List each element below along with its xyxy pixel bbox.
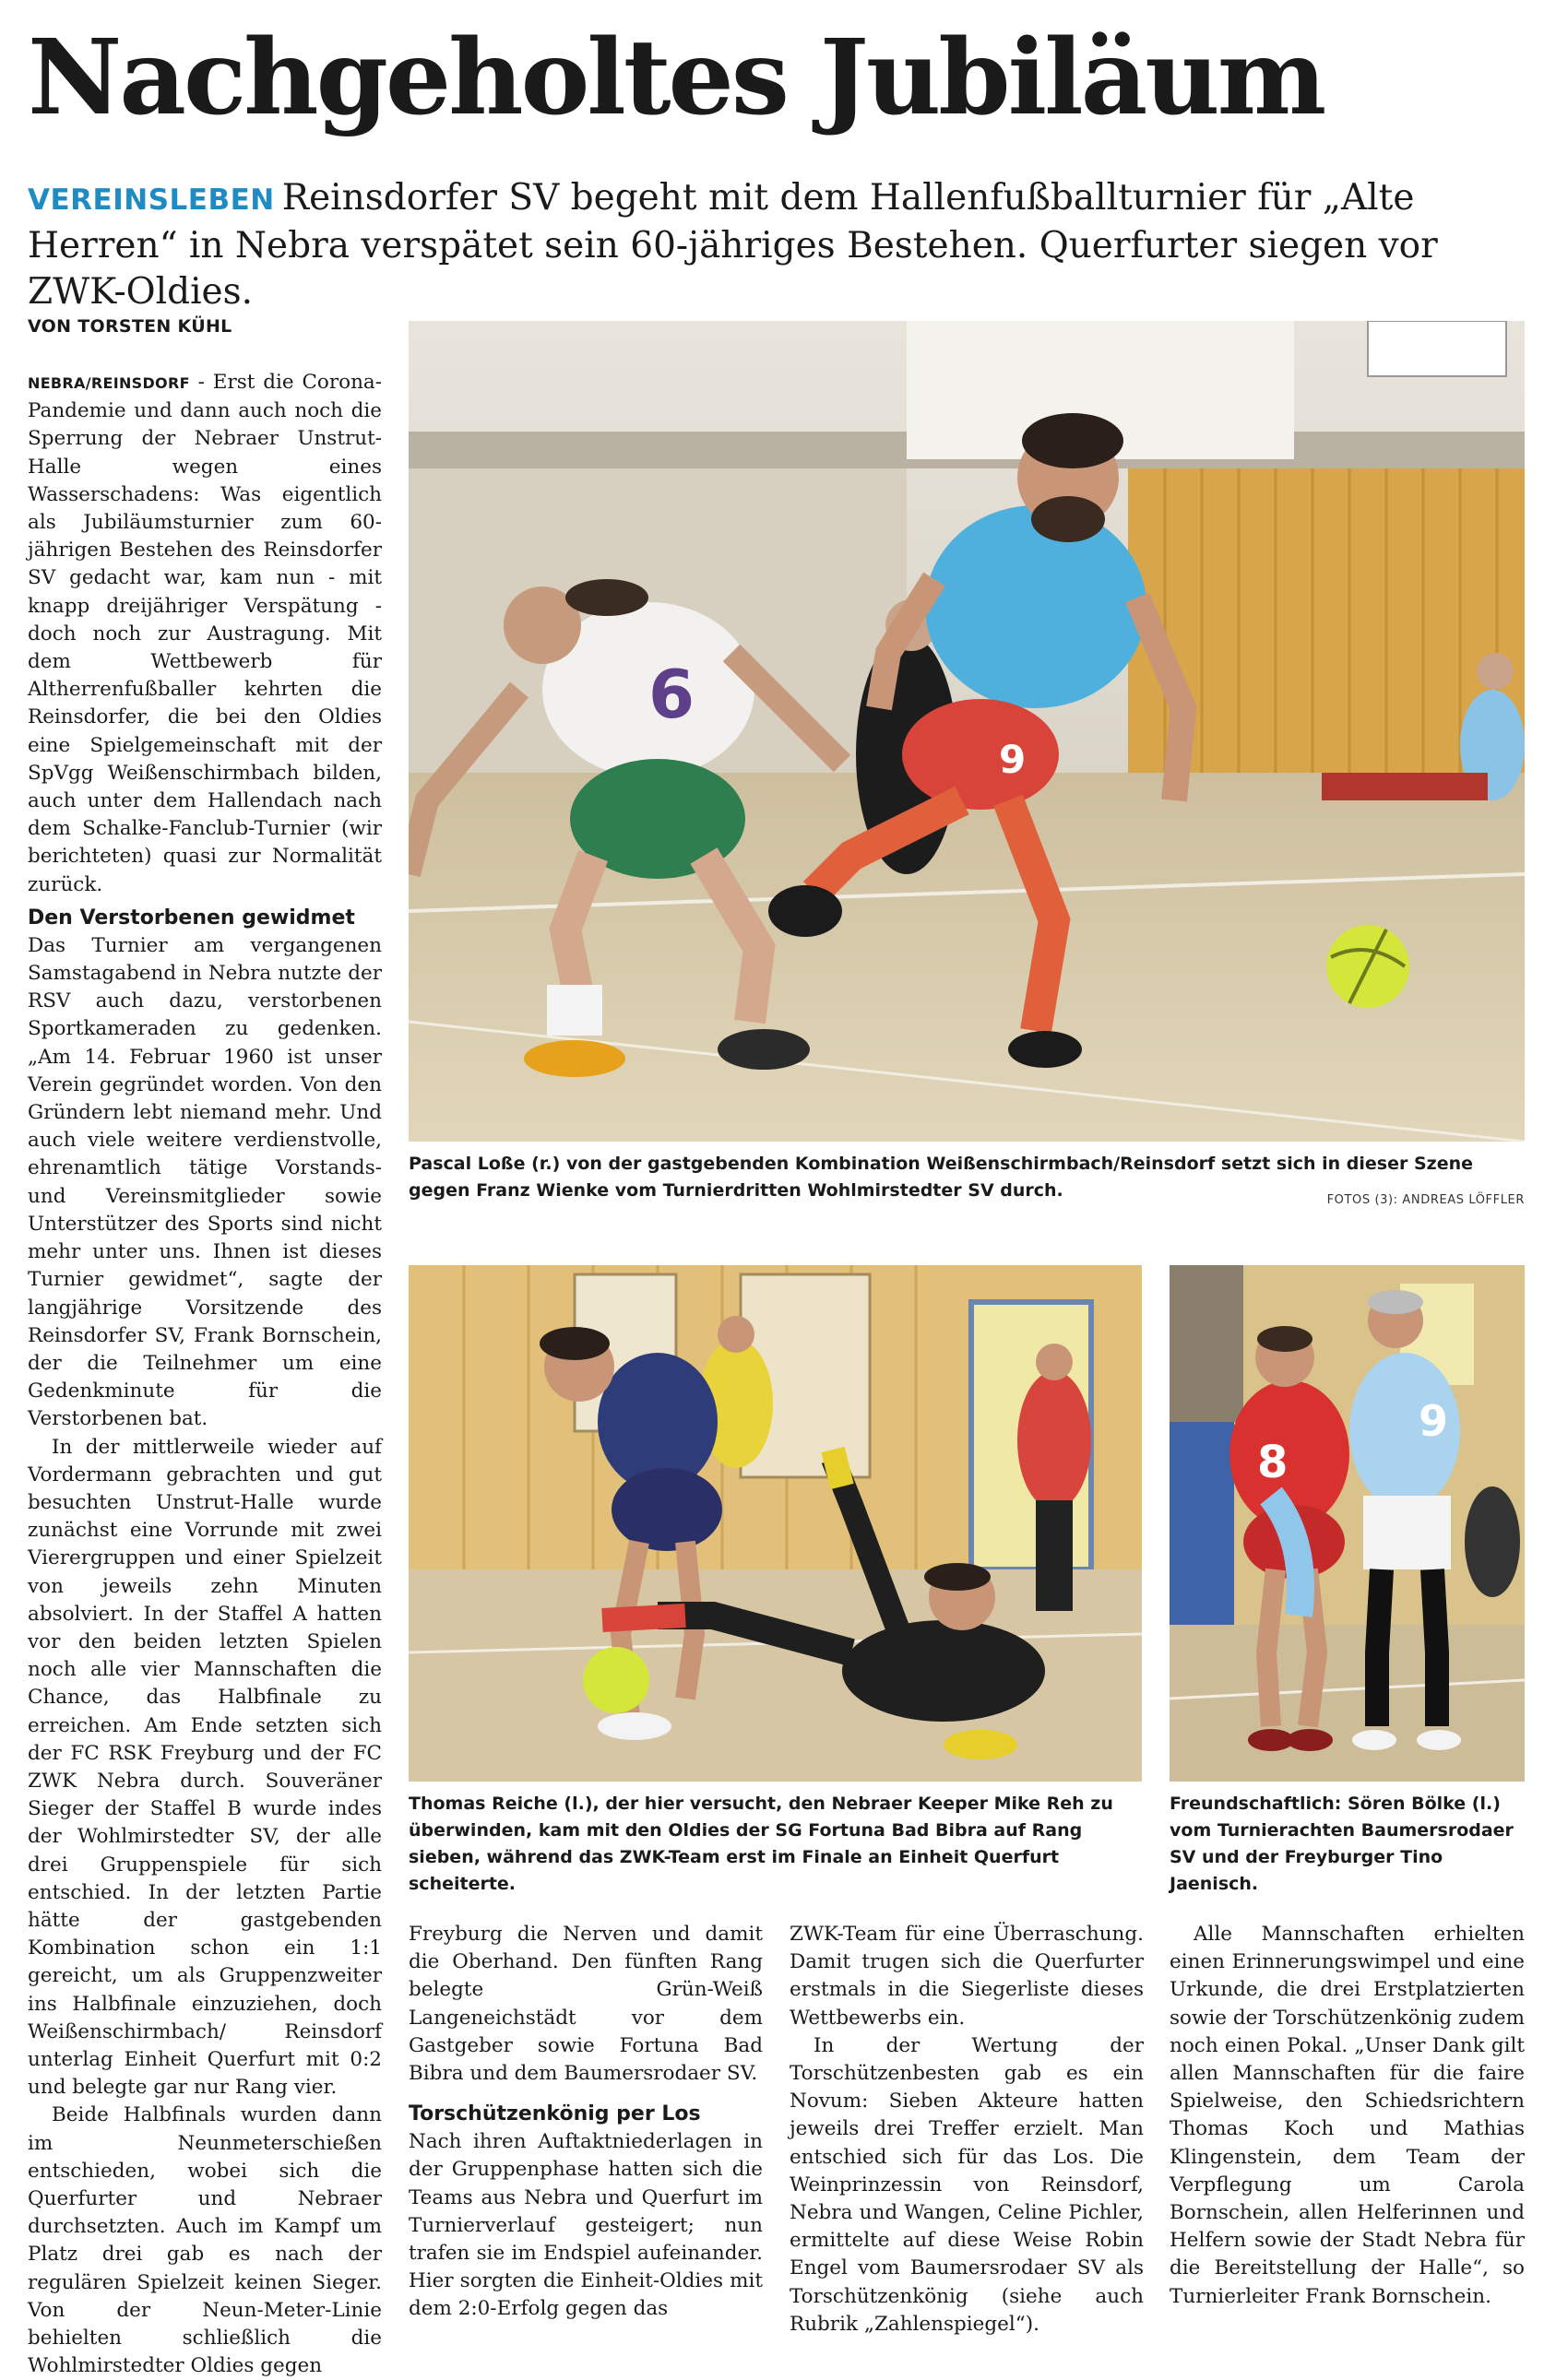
paragraph: In der Wertung der Torschützenbesten gab es ein Novum: Sieben Akteure hatten jeweils drei Treffer erzielt. Man entschied sich für das Los. Die Weinprinzessin von Reinsdorf, Nebra und Wangen, Celine Pichler, ermittelte auf diese Weise Robin Engel vom Baumersrodaer SV als Torschützenkönig (siehe auch Rubrik „Zahlenspiegel“). xyxy=(790,2033,1144,2336)
dateline: NEBRA/REINSDORF xyxy=(28,374,190,392)
article-column-4 xyxy=(1170,1921,1525,2311)
teaser xyxy=(28,175,1513,315)
jersey-number-6: 6 xyxy=(648,656,695,733)
main-photo-caption: Pascal Loße (r.) von der gastgebenden Kombination Weißenschirmbach/Reinsdorf setzt sich in dieser Szene gegen Franz Wienke vom Turnierdritten Wohlmirstedter SV durch. xyxy=(409,1154,1474,1201)
second-photo xyxy=(409,1265,1142,1782)
article-column-3 xyxy=(790,1921,1144,2339)
subheading: Den Verstorbenen gewidmet xyxy=(28,906,355,930)
photo-credit: FOTOS (3): ANDREAS LÖFFLER xyxy=(1326,1193,1525,1207)
article-column-1 xyxy=(28,369,382,2380)
paragraph: ZWK-Team für eine Überraschung. Damit trugen sich die Querfurter erstmals in die Siegerliste dieses Wettbewerbs ein. xyxy=(790,1923,1144,2030)
jersey-number-9-back: 9 xyxy=(1419,1396,1449,1446)
teaser-text: Reinsdorfer SV begeht mit dem Hallenfußballturnier für „Alte Herren“ in Nebra verspätet sein 60-jähriges Bestehen. Querfurter siegen vor ZWK-Oldies. xyxy=(28,177,1438,313)
paragraph: Beide Halbfinals wurden dann im Neunmeterschießen entschieden, wobei sich die Querfurter und Nebraer durchsetzten. Auch im Kampf um Platz drei gab es nach der regulären Spielzeit keinen Sieger. Von der Neun-Meter-Linie behielten schließlich die Wohlmirstedter Oldies gegen xyxy=(28,2103,382,2378)
photo-futsal-duel xyxy=(409,321,1525,1142)
paragraph-intro: NEBRA/REINSDORF - Erst die Corona-Pandemie und dann auch noch die Sperrung der Nebraer Unstrut-Halle wegen eines Wasserschadens: Was eigentlich als Jubiläumsturnier zum 60-jährigen Bestehen des Reinsdorfer SV gedacht war, kam nun - mit knapp dreijähriger Verspätung - doch noch zur Austragung. Mit dem Wettbewerb für Altherrenfußballer kehrten die Reinsdorfer, die bei den Oldies eine Spielgemeinschaft mit der SpVgg Weißenschirmbach bilden, auch unter dem Hallendach nach dem Schalke-Fanclub-Turnier (wir berichteten) quasi zur Normalität zurück. xyxy=(28,371,382,896)
second-photo-caption: Thomas Reiche (l.), der hier versucht, den Nebraer Keeper Mike Reh zu überwinden, kam mit den Oldies der SG Fortuna Bad Bibra auf Rang sieben, während das ZWK-Team erst im Finale an Einheit Querfurt scheiterte. xyxy=(409,1794,1113,1894)
headline: Nachgeholtes Jubiläum xyxy=(28,18,1324,138)
jersey-number-9: 9 xyxy=(999,737,1027,782)
third-photo-caption: Freundschaftlich: Sören Bölke (l.) vom Turnierachten Baumersrodaer SV und der Freyburger Tino Jaenisch. xyxy=(1170,1794,1514,1894)
paragraph: Freyburg die Nerven und damit die Oberhand. Den fünften Rang belegte Grün-Weiß Langeneichstädt vor dem Gastgeber sowie Fortuna Bad Bibra und dem Baumersrodaer SV. xyxy=(409,1923,763,2086)
paragraph: Das Turnier am vergangenen Samstagabend in Nebra nutzte der RSV auch dazu, verstorbenen Sportkameraden zu gedenken. „Am 14. Februar 1960 ist unser Verein gegründet worden. Von den Gründern lebt niemand mehr. Und auch viele weitere verdienstvolle, ehrenamtlich tätige Vorstands- und Vereinsmitglieder sowie Unterstützer des Sports sind nicht mehr unter uns. Ihnen ist dieses Turnier gewidmet“, sagte der langjährige Vorsitzende des Reinsdorfer SV, Frank Bornschein, der die Teilnehmer um eine Gedenkminute für die Verstorbenen bat. xyxy=(28,933,382,1431)
jersey-number-8: 8 xyxy=(1257,1437,1289,1488)
photo-goalkeeper-scene xyxy=(409,1265,1142,1782)
paragraph: Alle Mannschaften erhielten einen Erinnerungswimpel und eine Urkunde, die drei Erstplatzierten sowie der Torschützenkönig zudem noch einen Pokal. „Unser Dank gilt allen Mannschaften für die faire Spielweise, den Schiedsrichtern Thomas Koch und Mathias Klingenstein, dem Team der Verpflegung um Carola Bornschein, allen Helferinnen und Helfern sowie der Stadt Nebra für die Bereitstellung der Halle“, so Turnierleiter Frank Bornschein. xyxy=(1170,1923,1525,2308)
photo-friendly-embrace xyxy=(1170,1265,1525,1782)
byline: VON TORSTEN KÜHL xyxy=(28,316,232,337)
kicker: VEREINSLEBEN xyxy=(28,184,275,217)
paragraph: In der mittlerweile wieder auf Vordermann gebrachten und gut besuchten Unstrut-Halle wurde zunächst eine Vorrunde mit zwei Vierergruppen und einer Spielzeit von jeweils zehn Minuten absolviert. In der Staffel A hatten vor den beiden letzten Spielen noch alle vier Mannschaften die Chance, das Halbfinale zu erreichen. Am Ende setzten sich der FC RSK Freyburg und der FC ZWK Nebra durch. Souveräner Sieger der Staffel B wurde indes der Wohlmirstedter SV, der alle drei Gruppenspiele für sich entschied. In der letzten Partie hätte der gastgebenden Kombination schon ein 1:1 gereicht, um als Gruppenzweiter ins Halbfinale einzuziehen, doch Weißenschirmbach/ Reinsdorf unterlag Einheit Querfurt mit 0:2 und belegte gar nur Rang vier. xyxy=(28,1435,382,2100)
third-photo xyxy=(1170,1265,1525,1782)
subheading: Torschützenkönig per Los xyxy=(409,2102,701,2126)
paragraph: Nach ihren Auftaktniederlagen in der Gruppenphase hatten sich die Teams aus Nebra und Querfurt im Turnierverlauf gesteigert; nun trafen sie im Endspiel aufeinander. Hier sorgten die Einheit-Oldies mit dem 2:0-Erfolg gegen das xyxy=(409,2130,763,2321)
article-column-2 xyxy=(409,1921,763,2324)
main-photo xyxy=(409,321,1525,1142)
